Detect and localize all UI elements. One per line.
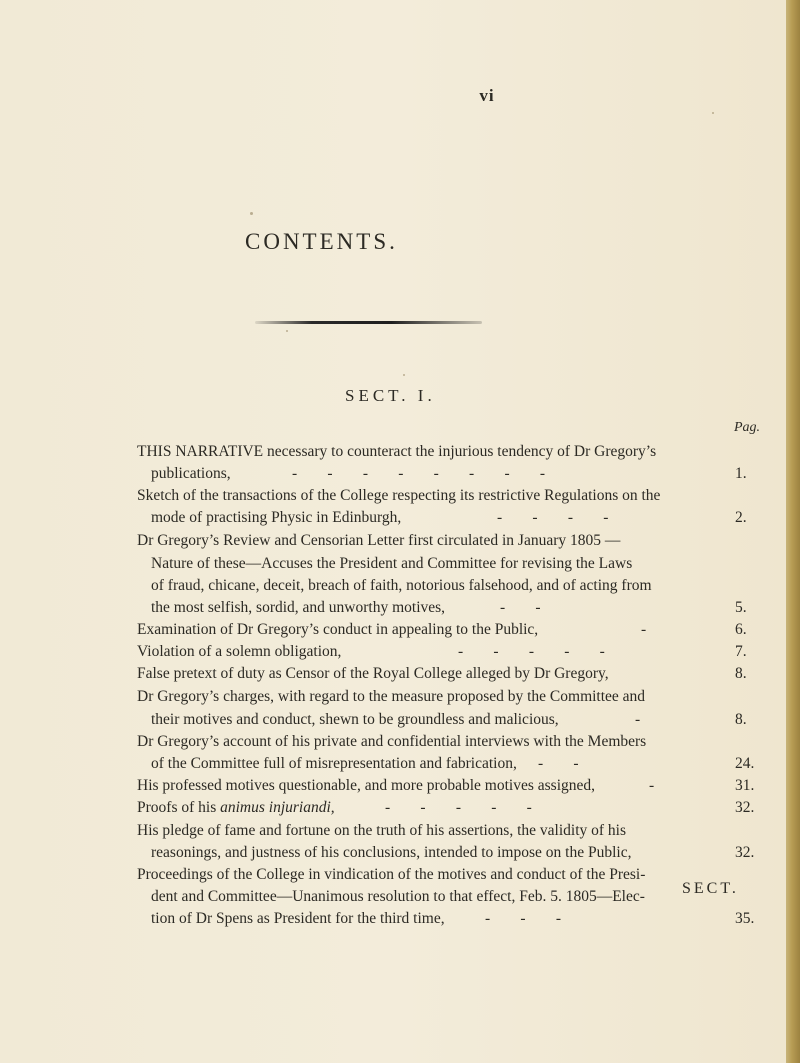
toc-entry [151,507,401,529]
section-heading: SECT. I. [345,386,436,405]
paper-speck [286,330,288,332]
toc-entry [137,731,646,753]
leader-dashes: - [641,621,648,638]
page-column-label: Pag. [733,420,760,435]
toc-entry-text: Proceedings of the College in vindication of the motives and conduct of the Presi- [137,866,646,883]
toc-entry-text: reasonings, and justness of his conclusions, intended to impose on the Public, [151,844,632,861]
leader-dashes: - - - - - [385,799,533,816]
catchword: SECT. [682,880,739,897]
leader-dashes: - [635,711,642,728]
toc-entry [151,553,632,575]
toc-entry-text: Nature of these—Accuses the President and Committee for revising the Laws [151,555,633,572]
toc-entry-text: Dr Gregory’s charges, with regard to the measure proposed by the Committee and [137,688,646,705]
leader-dashes: - - [500,599,542,616]
toc-entry-text: Examination of Dr Gregory’s conduct in appealing to the Public, [137,621,539,638]
page-number: vi [479,86,495,105]
toc-entry [137,686,645,708]
toc-page-number: 1. [735,465,747,482]
toc-page-number: 6. [735,621,747,638]
toc-entry-text: mode of practising Physic in Edinburgh, [151,509,402,526]
paper-speck [250,212,253,215]
toc-entry [151,575,652,597]
toc-entry [137,485,660,507]
toc-entry-text: Sketch of the transactions of the College respecting its restrictive Regulations on the [137,487,661,504]
toc-entry-italic: animus injuriandi, [220,799,335,816]
toc-entry [137,530,620,552]
toc-entry [137,797,335,819]
toc-page-number: 8. [735,711,747,728]
leader-dashes: - - [538,755,580,772]
toc-entry [151,886,645,908]
page-edge [786,0,800,1063]
leader-dashes: - [649,777,656,794]
toc-entry-text: of fraud, chicane, deceit, breach of faith, notorious falsehood, and of acting from [151,577,652,594]
toc-entry-text: His pledge of fame and fortune on the truth of his assertions, the validity of his [137,822,627,839]
toc-entry-text: necessary to counteract the injurious tendency of Dr Gregory’s [263,443,657,460]
toc-entry-text: Violation of a solemn obligation, [137,643,342,660]
contents-title: CONTENTS. [245,229,398,254]
toc-entry [151,842,631,864]
toc-entry [151,908,445,930]
leader-dashes: - - - - [497,509,610,526]
toc-entry-text: their motives and conduct, shewn to be groundless and malicious, [151,711,559,728]
toc-entry [151,709,559,731]
toc-entry-text: the most selfish, sordid, and unworthy motives, [151,599,446,616]
toc-entry-text: publications, [151,465,231,482]
toc-page-number: 8. [735,665,747,682]
toc-entry-text: tion of Dr Spens as President for the third time, [151,910,445,927]
toc-entry [151,597,445,619]
paper-speck [403,374,405,376]
toc-entry [137,820,626,842]
toc-page-number: 32. [735,799,755,816]
toc-entry [137,619,538,641]
toc-entry [137,864,645,886]
toc-entry-text: of the Committee full of misrepresentation and fabrication, [151,755,517,772]
toc-page-number: 24. [735,755,755,772]
toc-entry [151,753,517,775]
toc-entry-text: Dr Gregory’s account of his private and confidential interviews with the Members [137,733,647,750]
paper-speck [712,112,714,114]
leader-dashes: - - - - - - - - [292,465,547,482]
toc-page-number: 5. [735,599,747,616]
toc-entry-text: Proofs of his [137,799,217,816]
toc-entry-text: False pretext of duty as Censor of the Royal College alleged by Dr Gregory, [137,665,609,682]
toc-page-number: 2. [735,509,747,526]
leader-dashes: - - - [485,910,562,927]
toc-page-number: 31. [735,777,755,794]
toc-entry [137,441,656,463]
toc-page-number: 35. [735,910,755,927]
toc-entry-text: dent and Committee—Unanimous resolution to that effect, Feb. 5. 1805—Elec- [151,888,645,905]
leader-dashes: - - - - - [458,643,606,660]
toc-page-number: 32. [735,844,755,861]
toc-entry-text: His professed motives questionable, and more probable motives assigned, [137,777,596,794]
toc-entry-text: Dr Gregory’s Review and Censorian Letter first circulated in January 1805 — [137,532,621,549]
toc-entry-opening: THIS NARRATIVE [137,443,264,460]
toc-entry [151,463,231,485]
toc-entry [137,641,341,663]
toc-page-number: 7. [735,643,747,660]
toc-entry [137,775,595,797]
toc-entry [137,663,609,685]
